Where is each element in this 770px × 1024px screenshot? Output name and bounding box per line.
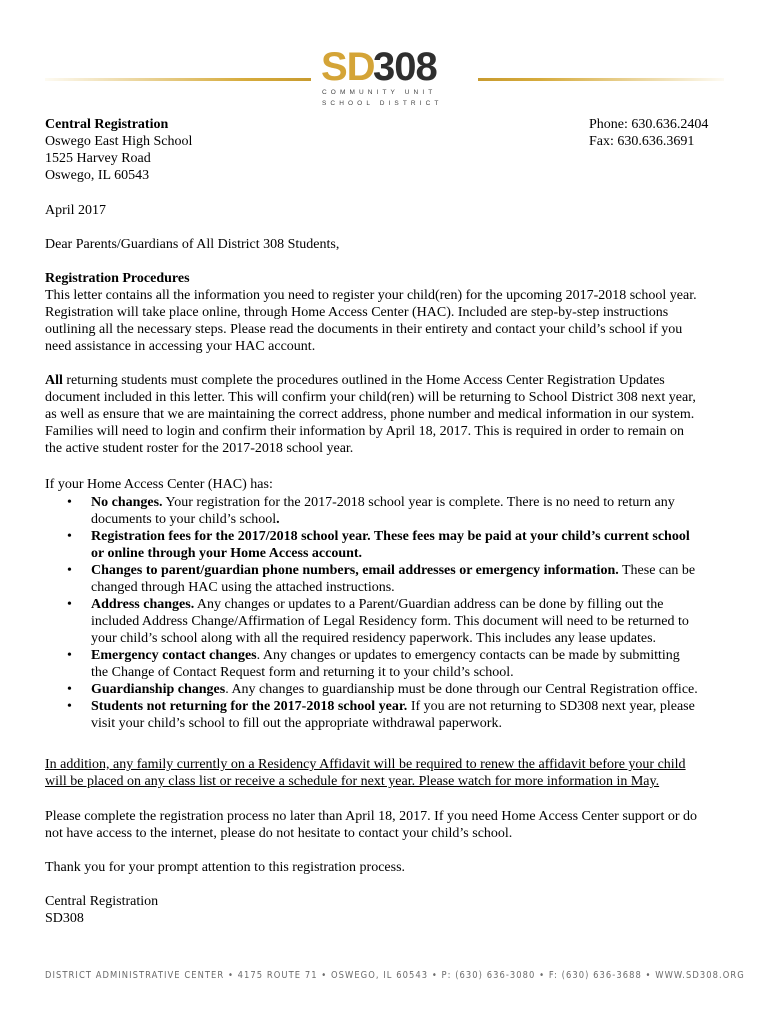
sender-name: Central Registration <box>45 117 169 132</box>
letterhead-rule-left <box>45 78 311 81</box>
list-item-no-changes <box>45 494 735 528</box>
list-item-phone-changes <box>45 562 735 596</box>
bullet-line <box>91 494 735 511</box>
bullet-line: changed through HAC using the attached instructions. <box>91 580 395 595</box>
bullet-text: . Any changes to guardianship must be done through our Central Registration office. <box>225 682 698 697</box>
letterhead-rule-right <box>478 78 724 81</box>
bullet-line <box>91 596 735 613</box>
hac-change-list <box>45 494 735 732</box>
returning-line: document included in this letter. This will confirm your child(ren) will be returning to School District 308 next year, <box>45 390 696 405</box>
signature-line: Central Registration <box>45 894 159 909</box>
affidavit-notice <box>45 756 735 790</box>
procedures-line: This letter contains all the information you need to register your child(ren) for the upcoming 2017-2018 school year. <box>45 288 697 303</box>
bullet-icon: • <box>67 682 72 697</box>
affidavit-text: In addition, any family currently on a Residency Affidavit will be required to renew the affidavit before your child <box>45 757 686 772</box>
contact-info <box>589 116 708 150</box>
returning-line-rest: returning students must complete the procedures outlined in the Home Access Center Registration Updates <box>62 373 665 388</box>
procedures-line: outlining all the necessary steps. Please read the documents in their entirety and contact your child’s school if you <box>45 322 683 337</box>
list-item-address-changes <box>45 596 735 647</box>
procedures-section <box>45 270 735 355</box>
list-item-emergency-contacts <box>45 647 735 681</box>
bullet-icon: • <box>67 597 72 612</box>
letter-date: April 2017 <box>45 203 107 218</box>
sender-address <box>45 116 192 184</box>
bullet-text: Any changes or updates to a Parent/Guardian address can be done by filling out the <box>194 597 664 612</box>
bullet-text: . Any changes or updates to emergency contacts can be made by submitting <box>256 648 680 663</box>
returning-line <box>45 372 735 389</box>
deadline-line: Please complete the registration process no later than April 18, 2017. If you need Home Access Center support or do <box>45 809 697 824</box>
thanks-line: Thank you for your prompt attention to this registration process. <box>45 860 406 875</box>
returning-line: the active student roster for the 2017-2018 school year. <box>45 441 354 456</box>
bullet-icon: • <box>67 648 72 663</box>
logo-subtitle-line1: COMMUNITY UNIT <box>322 89 437 96</box>
sender-street: 1525 Harvey Road <box>45 151 151 166</box>
bullet-text: These can be <box>618 563 696 578</box>
deadline-line: not have access to the internet, please do not hesitate to contact your child’s school. <box>45 826 513 841</box>
returning-line: Families will need to login and confirm their information by April 18, 2017. This is required in order to remain on <box>45 424 684 439</box>
bullet-line: the Change of Contact Request form and returning it to your child’s school. <box>91 665 514 680</box>
bullet-line: Registration fees for the 2017/2018 school year. These fees may be paid at your child’s current school <box>91 529 690 544</box>
logo-sd-text: SD <box>321 45 375 89</box>
deadline-paragraph <box>45 808 735 842</box>
bullet-bold: Emergency contact changes <box>91 648 257 663</box>
procedures-line: need assistance in accessing your HAC account. <box>45 339 316 354</box>
bullet-line <box>91 681 735 698</box>
bullet-bold: Changes to parent/guardian phone numbers, email addresses or emergency information. <box>91 563 619 578</box>
bullet-line: or online through your Home Access account. <box>91 546 363 561</box>
sender-city: Oswego, IL 60543 <box>45 168 150 183</box>
hac-intro: If your Home Access Center (HAC) has: <box>45 477 273 492</box>
bullet-line: visit your child’s school to fill out the appropriate withdrawal paperwork. <box>91 716 502 731</box>
bullet-icon: • <box>67 495 72 510</box>
fax-number: Fax: 630.636.3691 <box>589 134 695 149</box>
signature-block <box>45 893 158 927</box>
phone-number: Phone: 630.636.2404 <box>589 117 709 132</box>
returning-bold-word: All <box>45 373 63 388</box>
bullet-bold: No changes. <box>91 495 163 510</box>
sender-school: Oswego East High School <box>45 134 193 149</box>
bullet-icon: • <box>67 699 72 714</box>
procedures-heading: Registration Procedures <box>45 271 190 286</box>
bullet-line: your child’s school along with all the required residency paperwork. This includes any lease updates. <box>91 631 657 646</box>
list-item-fees <box>45 528 735 562</box>
logo-subtitle-line2: SCHOOL DISTRICT <box>322 100 443 107</box>
bullet-line <box>91 647 735 664</box>
bullet-icon: • <box>67 563 72 578</box>
signature-line: SD308 <box>45 911 84 926</box>
sd308-logo <box>320 44 450 114</box>
bullet-bold: Address changes. <box>91 597 195 612</box>
returning-line: as well as ensure that we are maintaining the correct address, phone number and medical information in our system. <box>45 407 695 422</box>
affidavit-line <box>45 756 735 773</box>
bullet-line <box>91 698 735 715</box>
bullet-line <box>91 562 735 579</box>
bullet-line: included Address Change/Affirmation of Legal Residency form. This document will need to be returned to <box>91 614 689 629</box>
salutation: Dear Parents/Guardians of All District 308 Students, <box>45 237 340 252</box>
list-item-guardianship <box>45 681 735 698</box>
bullet-line <box>91 511 735 528</box>
bullet-icon: • <box>67 529 72 544</box>
list-item-not-returning <box>45 698 735 732</box>
footer-address: DISTRICT ADMINISTRATIVE CENTER • 4175 ROUTE 71 • OSWEGO, IL 60543 • P: (630) 636-3080 • F: (630) 636-3688 • WWW.SD308.ORG <box>45 968 745 981</box>
logo-number-text: 308 <box>373 45 437 89</box>
bullet-text: Your registration for the 2017-2018 school year is complete. There is no need to return any <box>162 495 675 510</box>
bullet-text: documents to your child’s school <box>91 512 277 527</box>
bullet-bold: Guardianship changes <box>91 682 226 697</box>
bullet-bold: Students not returning for the 2017-2018 school year. <box>91 699 408 714</box>
bullet-text: If you are not returning to SD308 next year, please <box>407 699 695 714</box>
returning-students-paragraph <box>45 372 735 457</box>
affidavit-text: will be placed on any class list or receive a schedule for next year. Please watch for more information in May. <box>45 774 660 789</box>
affidavit-line <box>45 773 735 790</box>
procedures-line: Registration will take place online, through Home Access Center (HAC). Included are step-by-step instructions <box>45 305 669 320</box>
bullet-bold: . <box>276 512 280 527</box>
